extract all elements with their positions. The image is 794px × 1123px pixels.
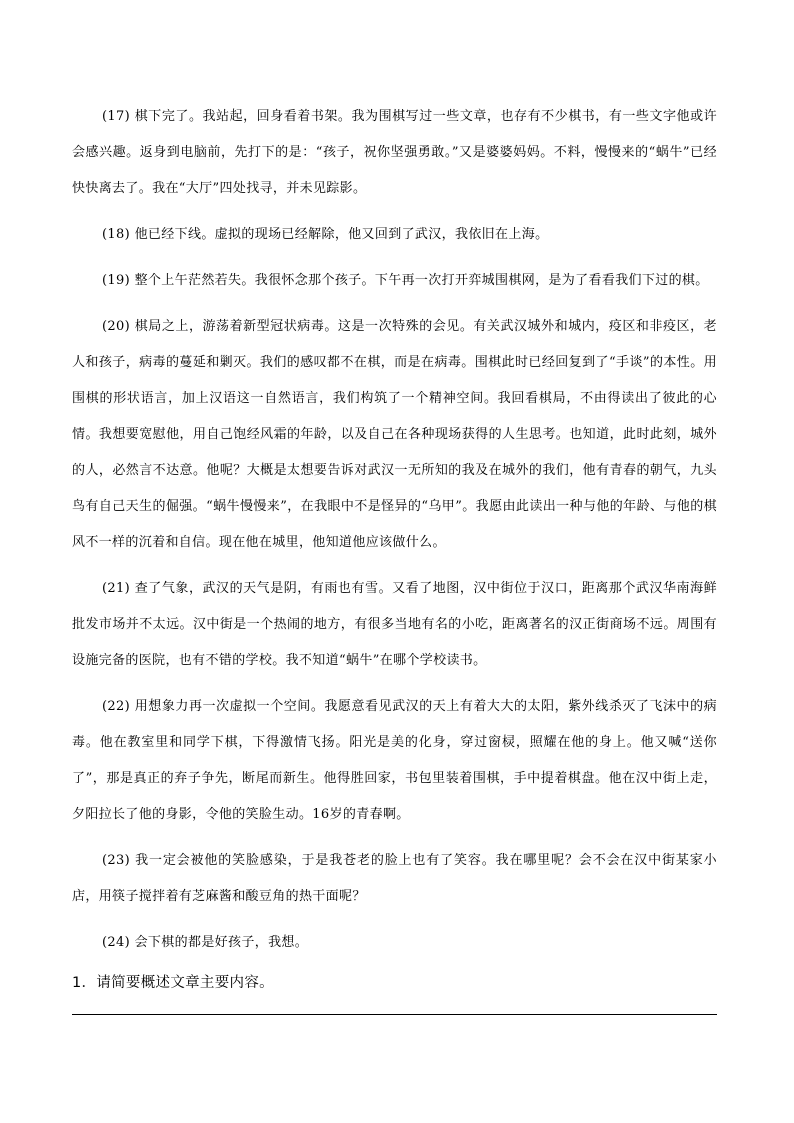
article-body — [72, 99, 717, 995]
paragraph-18: (18) 他已经下线。虚拟的现场已经解除，他又回到了武汉，我依旧在上海。 — [102, 227, 549, 242]
question-1: 1．请简要概述文章主要内容。 — [72, 975, 274, 991]
paragraph-17: (17) 棋下完了。我站起，回身看着书架。我为围棋写过一些文章，也存有不少棋书，有一些文字他或许会感兴趣。返身到电脑前，先打下的是：“孩子，祝你坚强勇敢。”又是婆婆妈妈。不料，慢慢来的“蜗牛”已经快快离去了。我在“大厅”四处找寻，并未见踪影。 — [72, 109, 717, 196]
answer-line[interactable] — [72, 1014, 717, 1015]
paragraph-20: (20) 棋局之上，游荡着新型冠状病毒。这是一次特殊的会见。有关武汉城外和城内，疫区和非疫区，老人和孩子，病毒的蔓延和剿灭。我们的感叹都不在棋，而是在病毒。围棋此时已经回复到了“手谈”的本性。用围棋的形状语言，加上汉语这一自然语言，我们构筑了一个精神空间。我回看棋局，不由得读出了彼此的心情。我想要宽慰他，用自己饱经风霜的年龄，以及自己在各种现场获得的人生思考。也知道，此时此刻，城外的人，必然言不达意。他呢？大概是太想要告诉对武汉一无所知的我及在城外的我们，他有青春的朝气，九头鸟有自己天生的倔强。“蜗牛慢慢来”，在我眼中不是怪异的“乌甲”。我愿由此读出一种与他的年龄、与他的棋风不一样的沉着和自信。现在他在城里，他知道他应该做什么。 — [72, 319, 717, 550]
paragraph-23: (23) 我一定会被他的笑脸感染，于是我苍老的脸上也有了笑容。我在哪里呢？会不会在汉中街某家小店，用筷子搅拌着有芝麻酱和酸豆角的热干面呢？ — [72, 853, 717, 904]
paragraph-24: (24) 会下棋的都是好孩子，我想。 — [102, 935, 309, 950]
paragraph-21: (21) 查了气象，武汉的天气是阴，有雨也有雪。又看了地图，汉中街位于汉口，距离那个武汉华南海鲜批发市场并不太远。汉中街是一个热闹的地方，有很多当地有名的小吃，距离著名的汉正街商场不远。周围有设施完备的医院，也有不错的学校。我不知道“蜗牛”在哪个学校读书。 — [72, 581, 717, 668]
paragraph-19: (19) 整个上午茫然若失。我很怀念那个孩子。下午再一次打开弈城围棋网，是为了看看我们下过的棋。 — [102, 273, 709, 288]
paragraph-22: (22) 用想象力再一次虚拟一个空间。我愿意看见武汉的天上有着大大的太阳，紫外线杀灭了飞沫中的病毒。他在教室里和同学下棋，下得激情飞扬。阳光是美的化身，穿过窗棂，照耀在他的身上。他又喊“送你了”，那是真正的弃子争先，断尾而新生。他得胜回家，书包里装着围棋，手中提着棋盘。他在汉中街上走，夕阳拉长了他的身影，令他的笑脸生动。16岁的青春啊。 — [72, 699, 717, 822]
